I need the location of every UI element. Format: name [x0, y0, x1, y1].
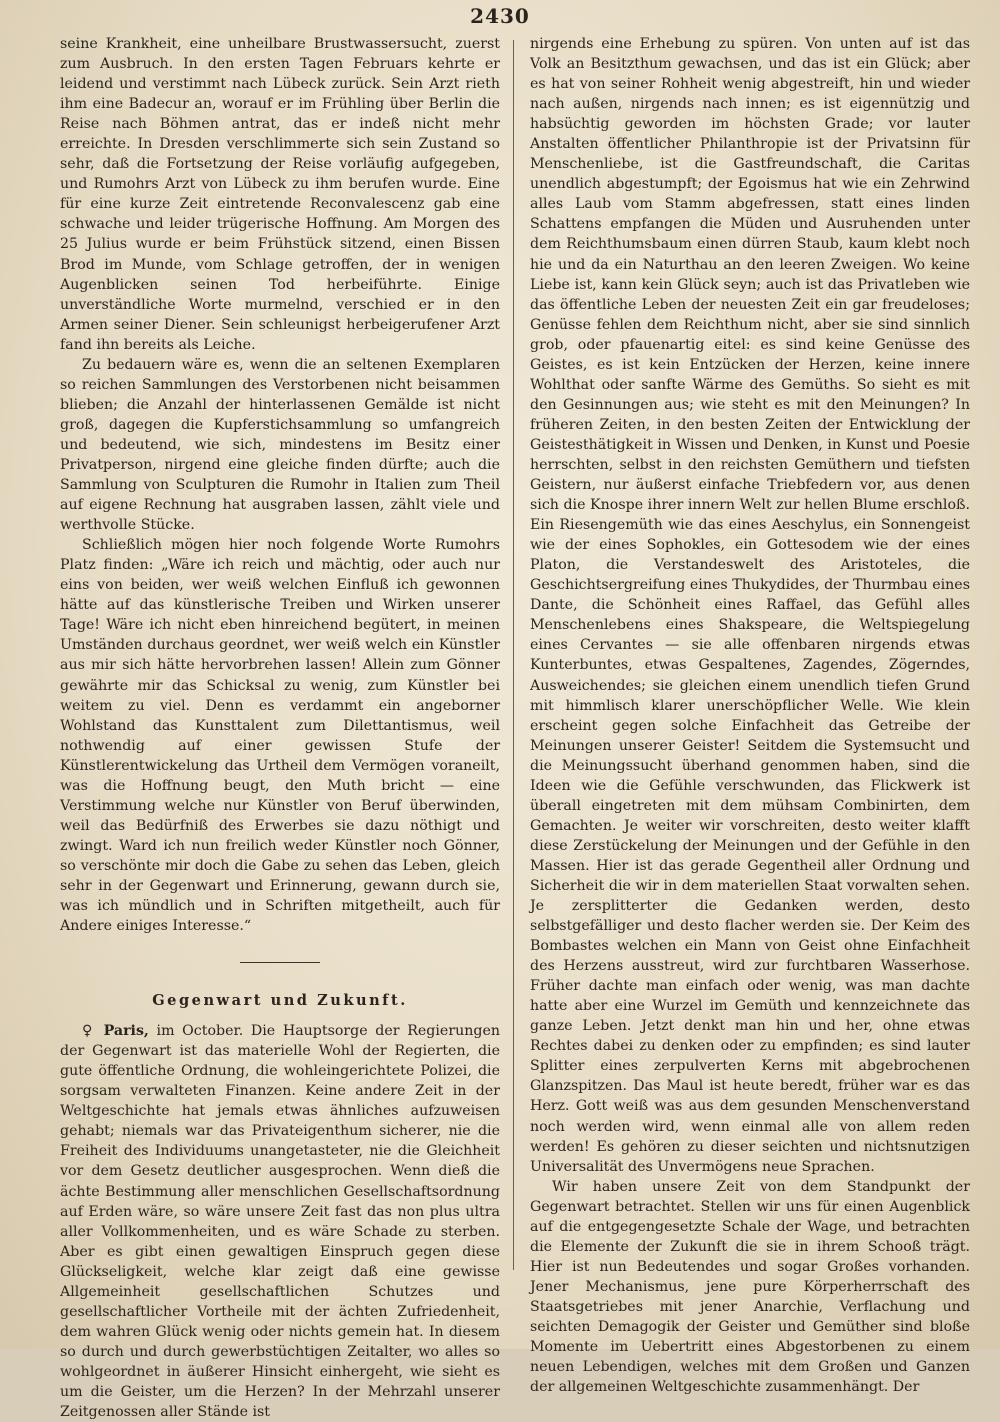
- article-paragraph: [60, 1021, 500, 1422]
- article-paragraph: Wir haben unsere Zeit von dem Standpunkt der Gegenwart betrachtet. Stellen wir uns für einen Augenblick auf die entgegengesetzte Schale der Wage, und betrachten die Elemente der Zukunft die sie in ihrem Schooß trägt. Hier ist nun Bedeutendes und sogar Großes vorhanden. Jener Mechanismus, jene pure Körperherrschaft des Staatsgetriebes mit jener Anarchie, Verflachung und seichten Demagogik der Geister und Gemüther sind bloße Momente im Uebertritt eines Abgestorbenen zu einem neuen Lebendigen, welches mit dem Großen und Ganzen der allgemeinen Weltgeschichte zusammenhängt. Der: [530, 1178, 970, 1396]
- page-number: 2430: [470, 4, 530, 28]
- article-paragraph: seine Krankheit, eine unheilbare Brustwassersucht, zuerst zum Ausbruch. In den ersten Tagen Februars kehrte er leidend und verstimmt nach Lübeck zurück. Sein Arzt rieth ihm eine Badecur an, worauf er im Frühling über Berlin die Reise nach Böhmen antrat, das er indeß nicht mehr erreichte. In Dresden verschlimmerte sich sein Zustand so sehr, daß die Fortsetzung der Reise vorläufig aufgegeben, und Rumohrs Arzt von Lübeck zu ihm berufen wurde. Eine für eine kurze Zeit eintretende Reconvalescenz gab eine schwache und leider trügerische Hoffnung. Am Morgen des 25 Julius wurde er beim Frühstück sitzend, einen Bissen Brod im Munde, vom Schlage getroffen, der in wenigen Augenblicken seinen Tod herbeiführte. Einige unverständliche Worte murmelnd, verschied er in den Armen seiner Diener. Sein schleunigst herbeigerufener Arzt fand ihn bereits als Leiche.: [60, 36, 500, 353]
- article-paragraph: Zu bedauern wäre es, wenn die an seltenen Exemplaren so reichen Sammlungen des Verstorbenen nicht beisammen blieben; die Anzahl der hinterlassenen Gemälde ist nicht groß, dagegen die Kupferstichsammlung so umfangreich und bedeutend, wie sich, mindestens im Besitz einer Privatperson, nirgend eine gleiche finden dürfte; auch die Sammlung von Sculpturen die Rumohr in Italien zum Theil auf eigene Rechnung hat ausgraben lassen, zählt viele und werthvolle Stücke.: [60, 356, 500, 534]
- section-divider: [240, 962, 320, 963]
- left-column: [60, 34, 500, 1422]
- column-divider: [513, 40, 514, 1270]
- section-heading: Gegenwart und Zukunft.: [152, 992, 408, 1010]
- article-paragraph: Schließlich mögen hier noch folgende Worte Rumohrs Platz finden: „Wäre ich reich und mächtig, oder auch nur eins von beiden, wer weiß welchen Einfluß ich gewonnen hätte auf das künstlerische Treiben und Wirken unserer Tage! Wäre ich nicht eben hinreichend begütert, in meinen Umständen durchaus geordnet, wer weiß welch ein Künstler aus mir sich hätte hervorbrehen lassen! Allein zum Gönner gewährte mir das Schicksal zu wenig, zum Künstler bei weitem zu viel. Denn es verdammt ein angeborner Wohlstand das Kunsttalent zum Dilettantismus, weil nothwendig auf einer gewissen Stufe der Künstlerentwickelung das Urtheil dem Vermögen voraneilt, was die Hoffnung beugt, den Muth bricht — eine Verstimmung welche nur Künstler von Beruf überwinden, weil das Bedürfniß des Erwerbes sie dazu nöthigt und zwingt. Ward ich nun freilich weder Künstler noch Gönner, so verschönte mir doch die Gabe zu sehen das Leben, gleich sehr in der Gegenwart und Erinnerung, gewann durch sie, was ich mündlich und in Schriften mitgetheilt, auch für Andere einiges Interesse.“: [60, 537, 500, 935]
- dateline: ♀ Paris,: [82, 1023, 149, 1040]
- right-column: [530, 34, 970, 1397]
- article-paragraph-text: im October. Die Hauptsorge der Regierungen der Gegenwart ist das materielle Wohl der Regierten, die gute öffentliche Ordnung, die wohleingerichtete Polizei, die sorgsam verwalteten Finanzen. Keine andere Zeit in der Weltgeschichte hat jemals etwas ähnliches aufzuweisen gehabt; niemals war das Privateigenthum sicherer, nie die Freiheit des Individuums unangetasteter, nie die Gleichheit vor dem Gesetz deutlicher ausgesprochen. Wenn dieß die ächte Bestimmung aller menschlichen Gesellschaftsordnung auf Erden wäre, so wäre unsere Zeit fast das non plus ultra aller Vollkommenheiten, und es wäre Schade zu sterben. Aber es gibt einen gewaltigen Einspruch gegen diese Glückseligkeit, welche klar zeigt daß eine gewisse Allgemeinheit gesellschaftlichen Schutzes und gesellschaftlicher Vortheile mit der ächten Zufriedenheit, dem wahren Glück wenig oder nichts gemein hat. In diesem so durch und durch gewerbstüchtigen Zeitalter, wo alles so wohlgeordnet in äußerer Hinsicht einhergeht, wie sieht es um die Geister, um die Herzen? In der Mehrzahl unserer Zeitgenossen aller Stände ist: [60, 1023, 500, 1421]
- article-paragraph: nirgends eine Erhebung zu spüren. Von unten auf ist das Volk an Besitzthum gewachsen, und das ist ein Glück; aber es hat von seiner Rohheit wenig abgestreift, hin und wieder nach außen, nirgends nach innen; es ist eigennützig und habsüchtig geworden im höchsten Grade; vor lauter Anstalten öffentlicher Philanthropie ist der Privatsinn für Menschenliebe, ist die Gastfreundschaft, die Caritas unendlich abgestumpft; der Egoismus hat wie ein Zehrwind alles Laub vom Stamm abgefressen, statt eines linden Schattens empfangen die Müden und Ausruhenden unter dem Reichthumsbaum einen dürren Staub, kaum klebt noch hie und da ein Naturthau an den leeren Zweigen. Wo keine Liebe ist, kann kein Glück seyn; auch ist das Privatleben wie das öffentliche Leben der neuesten Zeit ein gar freudeloses; Genüsse fehlen dem Reichthum nicht, aber sie sind sinnlich grob, oder pfauenartig eitel: es sind keine Genüsse des Geistes, es ist kein Entzücken der Herzen, keine innere Wohlthat oder sanfte Wärme des Gemüths. So sieht es mit den Gesinnungen aus; wie steht es mit den Meinungen? In früheren Zeiten, in den besten Zeiten der Entwicklung der Geistesthätigkeit in Wissen und Denken, in Kunst und Poesie herrschten, selbst in den reichsten Gemüthern und tiefsten Geistern, nur äußerst einfache Triebfedern vor, aus denen sich die Knospe ihrer innern Welt zur hellen Blume erschloß. Ein Riesengemüth wie das eines Aeschylus, ein Sonnengeist wie der eines Sophokles, ein Gottesodem wie der eines Platon, die Verstandeswelt des Aristoteles, die Geschichtsergreifung eines Thukydides, der Thurmbau eines Dante, die Schönheit eines Raffael, das Gefühl alles Menschenlebens eines Shakspeare, die Weltspiegelung eines Cervantes — sie alle offenbaren nirgends etwas Kunterbuntes, etwas Gespaltenes, Zagendes, Zögerndes, Ausweichendes; sie gleichen einem unendlich tiefen Grund mit himmlisch klarer unerschöpflicher Welle. Wie klein erscheint gegen solche Einfachheit das Getreibe der Meinungen unserer Geister! Seitdem die Systemsucht und die Meinungssucht überhand genommen haben, sind die Ideen wie die Gefühle verschwunden, das Flickwerk ist überall eingetreten mit dem mühsam Combinirten, dem Gemachten. Je weiter wir vorschreiten, desto weiter klafft diese Zerstückelung der Meinungen und der Gefühle in den Massen. Hier ist das gerade Gegentheil aller Ordnung und Sicherheit die wir in dem materiellen Staat vorwalten sehen. Je zersplitterter die Gedanken werden, desto selbstgefälliger und desto flacher werden sie. Der Keim des Bombastes welchen ein Mann von Geist ohne Einfachheit des Herzens ausstreut, wird zur furchtbaren Wasserhose. Früher dachte man einfach oder wenig, was man dachte hatte aber eine Wurzel im Gemüth und kennzeichnete das ganze Leben. Jetzt denkt man hin und her, ohne etwas Rechtes dabei zu denken oder zu empfinden; es sind lauter Splitter eines zerpulverten Kerns mit abgebrochenen Glanzspitzen. Das Maul ist heute beredt, früher war es das Herz. Gott weiß was aus dem gesunden Menschenverstand noch werden wird, wenn einmal alle von allem reden werden! Es gehören zu dieser seichten und nichtsnutzigen Universalität des Unvermögens neue Sprachen.: [530, 36, 970, 1175]
